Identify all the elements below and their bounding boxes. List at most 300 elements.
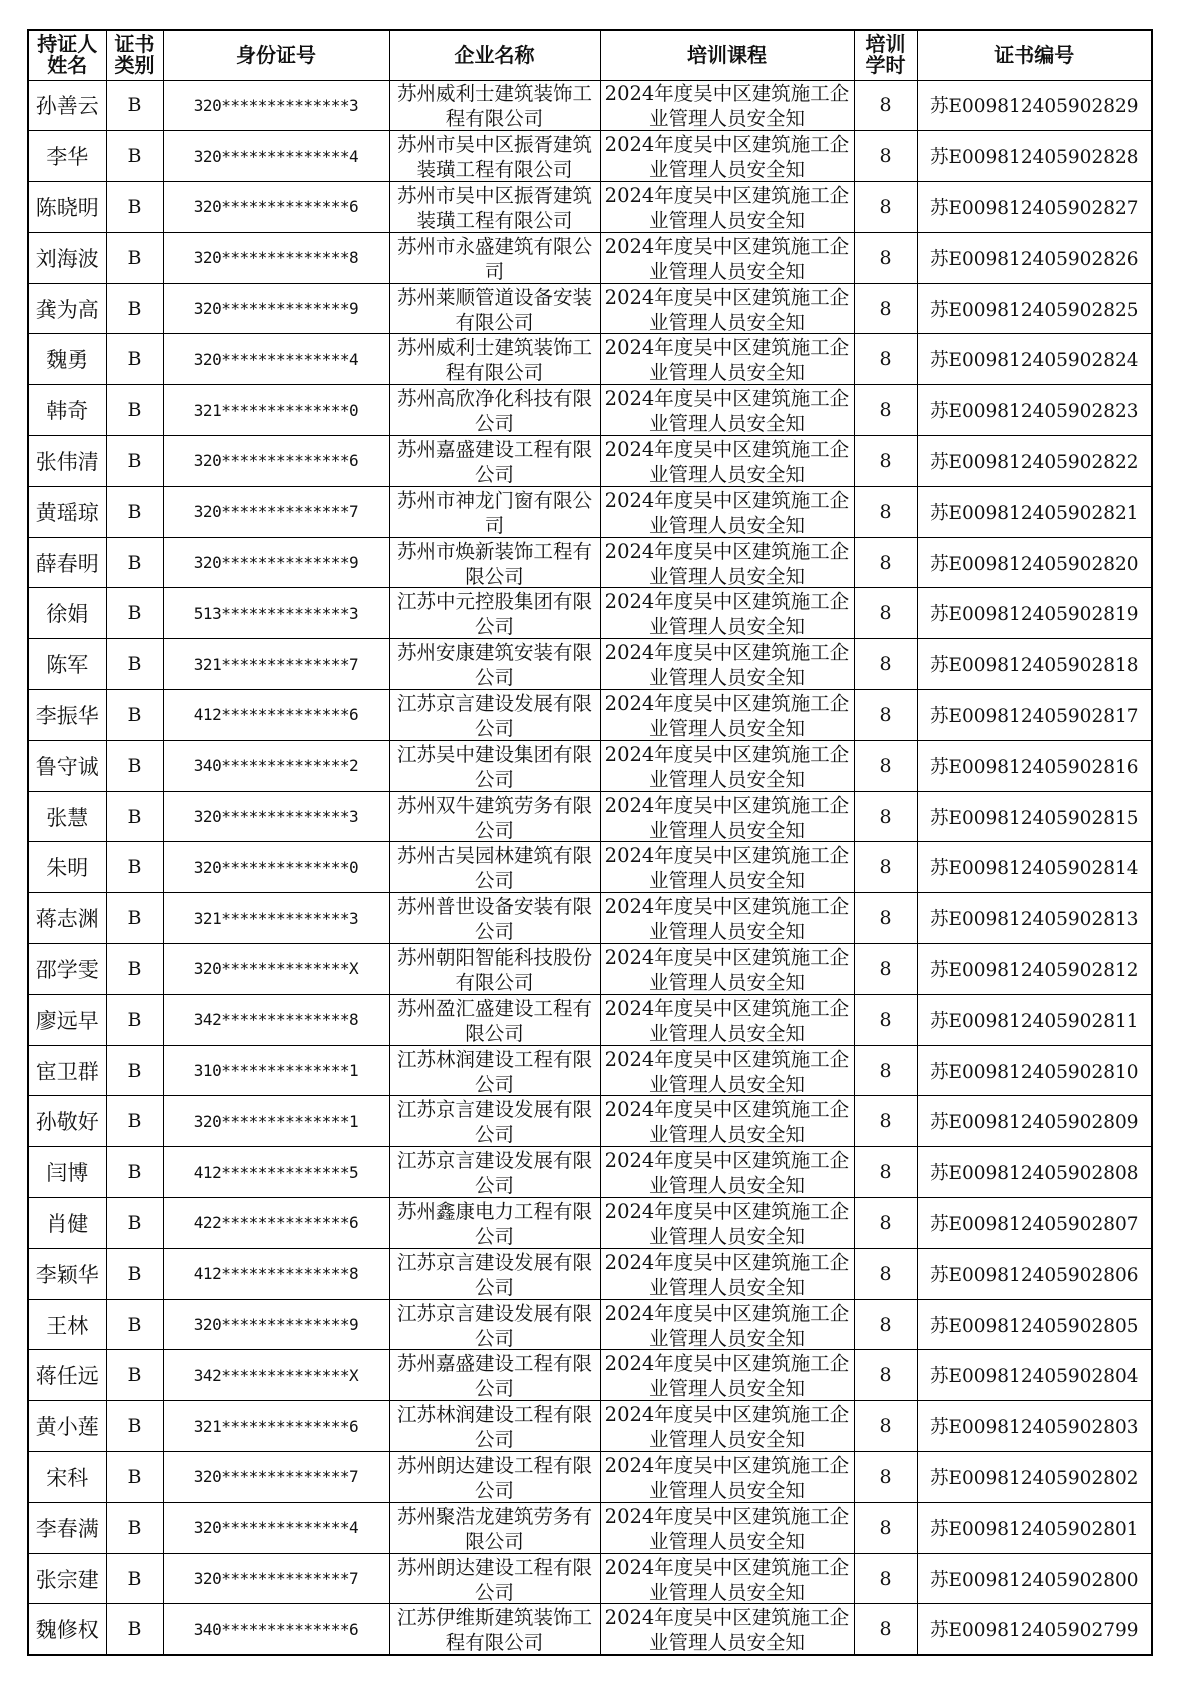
holder-name-cell: 薛春明	[28, 537, 106, 588]
table-row	[28, 232, 1152, 283]
company-cell-text: 苏州朝阳智能科技股份有限公司	[396, 945, 592, 993]
company-cell-text: 苏州威利士建筑装饰工程有限公司	[396, 336, 592, 384]
cert-number-cell: 苏E009812405902812	[917, 944, 1152, 995]
hours-cell: 8	[854, 537, 917, 588]
id-number-cell: 320**************3	[163, 791, 389, 842]
company-cell-text: 苏州市焕新装饰工程有限公司	[396, 539, 592, 587]
table-row	[28, 537, 1152, 588]
hours-cell: 8	[854, 283, 917, 334]
holder-name-cell: 李华	[28, 131, 106, 182]
cert-number-cell: 苏E009812405902803	[917, 1401, 1152, 1452]
id-number-cell: 321**************3	[163, 893, 389, 944]
id-number-cell: 422**************6	[163, 1198, 389, 1249]
course-cell-text: 2024年度吴中区建筑施工企业管理人员安全知	[604, 1047, 850, 1095]
table-row	[28, 385, 1152, 436]
course-cell-text: 2024年度吴中区建筑施工企业管理人员安全知	[604, 1098, 850, 1146]
cert-number-cell: 苏E009812405902826	[917, 232, 1152, 283]
course-cell-text: 2024年度吴中区建筑施工企业管理人员安全知	[604, 1453, 850, 1501]
course-cell	[600, 1502, 854, 1553]
hours-cell: 8	[854, 791, 917, 842]
company-cell	[389, 994, 600, 1045]
company-cell	[389, 1147, 600, 1198]
company-cell	[389, 1096, 600, 1147]
company-cell-text: 苏州安康建筑安装有限公司	[396, 641, 592, 689]
category-cell: B	[106, 1147, 163, 1198]
course-cell-text: 2024年度吴中区建筑施工企业管理人员安全知	[604, 387, 850, 435]
header-name	[28, 30, 106, 80]
holder-name-cell: 张伟清	[28, 436, 106, 487]
table-row	[28, 588, 1152, 639]
course-cell	[600, 690, 854, 741]
table-row	[28, 1248, 1152, 1299]
company-cell-text: 苏州市吴中区振胥建筑装璜工程有限公司	[396, 133, 592, 181]
company-cell	[389, 182, 600, 233]
category-cell: B	[106, 80, 163, 131]
id-number-cell: 320**************7	[163, 1553, 389, 1604]
cert-number-cell: 苏E009812405902819	[917, 588, 1152, 639]
course-cell-text: 2024年度吴中区建筑施工企业管理人员安全知	[604, 793, 850, 841]
holder-name-cell: 李振华	[28, 690, 106, 741]
hours-cell: 8	[854, 994, 917, 1045]
cert-number-cell: 苏E009812405902811	[917, 994, 1152, 1045]
category-cell: B	[106, 588, 163, 639]
course-cell	[600, 283, 854, 334]
id-number-cell: 320**************7	[163, 1452, 389, 1503]
course-cell-text: 2024年度吴中区建筑施工企业管理人员安全知	[604, 1199, 850, 1247]
hours-cell: 8	[854, 1096, 917, 1147]
holder-name-cell: 朱明	[28, 842, 106, 893]
cert-number-cell: 苏E009812405902808	[917, 1147, 1152, 1198]
header-name-line2: 姓名	[47, 53, 88, 78]
course-cell	[600, 791, 854, 842]
course-cell	[600, 182, 854, 233]
company-cell-text: 苏州市永盛建筑有限公司	[396, 234, 592, 282]
course-cell	[600, 80, 854, 131]
hours-cell: 8	[854, 740, 917, 791]
course-cell-text: 2024年度吴中区建筑施工企业管理人员安全知	[604, 1149, 850, 1197]
company-cell	[389, 893, 600, 944]
hours-cell: 8	[854, 1045, 917, 1096]
course-cell-text: 2024年度吴中区建筑施工企业管理人员安全知	[604, 285, 850, 333]
course-cell	[600, 1604, 854, 1655]
course-cell-text: 2024年度吴中区建筑施工企业管理人员安全知	[604, 1250, 850, 1298]
header-hours-line2: 学时	[865, 53, 906, 78]
category-cell: B	[106, 1045, 163, 1096]
id-number-cell: 342**************X	[163, 1350, 389, 1401]
course-cell	[600, 1248, 854, 1299]
id-number-cell: 321**************7	[163, 639, 389, 690]
hours-cell: 8	[854, 588, 917, 639]
category-cell: B	[106, 1299, 163, 1350]
category-cell: B	[106, 1198, 163, 1249]
header-category-line2: 类别	[114, 53, 155, 78]
table-row	[28, 1553, 1152, 1604]
company-cell-text: 苏州高欣净化科技有限公司	[396, 387, 592, 435]
category-cell: B	[106, 436, 163, 487]
hours-cell: 8	[854, 80, 917, 131]
table-row	[28, 944, 1152, 995]
hours-cell: 8	[854, 385, 917, 436]
id-number-cell: 342**************8	[163, 994, 389, 1045]
id-number-cell: 320**************9	[163, 283, 389, 334]
company-cell	[389, 385, 600, 436]
holder-name-cell: 黄小莲	[28, 1401, 106, 1452]
hours-cell: 8	[854, 1248, 917, 1299]
id-number-cell: 412**************6	[163, 690, 389, 741]
hours-cell: 8	[854, 1604, 917, 1655]
header-course: 培训课程	[600, 30, 854, 80]
course-cell	[600, 486, 854, 537]
course-cell-text: 2024年度吴中区建筑施工企业管理人员安全知	[604, 742, 850, 790]
holder-name-cell: 王林	[28, 1299, 106, 1350]
course-cell-text: 2024年度吴中区建筑施工企业管理人员安全知	[604, 488, 850, 536]
course-cell	[600, 334, 854, 385]
cert-number-cell: 苏E009812405902806	[917, 1248, 1152, 1299]
course-cell	[600, 1452, 854, 1503]
cert-number-cell: 苏E009812405902801	[917, 1502, 1152, 1553]
company-cell	[389, 436, 600, 487]
course-cell	[600, 385, 854, 436]
category-cell: B	[106, 994, 163, 1045]
id-number-cell: 320**************1	[163, 1096, 389, 1147]
company-cell-text: 江苏吴中建设集团有限公司	[396, 742, 592, 790]
holder-name-cell: 魏修权	[28, 1604, 106, 1655]
company-cell	[389, 1299, 600, 1350]
id-number-cell: 320**************X	[163, 944, 389, 995]
category-cell: B	[106, 385, 163, 436]
header-hours	[854, 30, 917, 80]
course-cell-text: 2024年度吴中区建筑施工企业管理人员安全知	[604, 590, 850, 638]
holder-name-cell: 徐娟	[28, 588, 106, 639]
company-cell-text: 江苏林润建设工程有限公司	[396, 1403, 592, 1451]
holder-name-cell: 闫博	[28, 1147, 106, 1198]
company-cell	[389, 944, 600, 995]
company-cell	[389, 1553, 600, 1604]
company-cell	[389, 537, 600, 588]
table-row	[28, 1604, 1152, 1655]
holder-name-cell: 陈军	[28, 639, 106, 690]
hours-cell: 8	[854, 944, 917, 995]
table-row	[28, 1147, 1152, 1198]
table-row	[28, 1096, 1152, 1147]
company-cell-text: 苏州嘉盛建设工程有限公司	[396, 437, 592, 485]
company-cell	[389, 740, 600, 791]
holder-name-cell: 宋科	[28, 1452, 106, 1503]
course-cell	[600, 994, 854, 1045]
id-number-cell: 412**************5	[163, 1147, 389, 1198]
course-cell	[600, 232, 854, 283]
course-cell	[600, 537, 854, 588]
hours-cell: 8	[854, 1147, 917, 1198]
cert-number-cell: 苏E009812405902827	[917, 182, 1152, 233]
course-cell	[600, 1350, 854, 1401]
holder-name-cell: 鲁守诚	[28, 740, 106, 791]
hours-cell: 8	[854, 1350, 917, 1401]
holder-name-cell: 肖健	[28, 1198, 106, 1249]
course-cell	[600, 639, 854, 690]
holder-name-cell: 黄瑶琼	[28, 486, 106, 537]
company-cell-text: 江苏中元控股集团有限公司	[396, 590, 592, 638]
holder-name-cell: 宦卫群	[28, 1045, 106, 1096]
table-row	[28, 131, 1152, 182]
id-number-cell: 320**************8	[163, 232, 389, 283]
header-category	[106, 30, 163, 80]
cert-number-cell: 苏E009812405902810	[917, 1045, 1152, 1096]
course-cell	[600, 1045, 854, 1096]
cert-number-cell: 苏E009812405902825	[917, 283, 1152, 334]
id-number-cell: 321**************6	[163, 1401, 389, 1452]
company-cell	[389, 80, 600, 131]
category-cell: B	[106, 182, 163, 233]
hours-cell: 8	[854, 232, 917, 283]
course-cell-text: 2024年度吴中区建筑施工企业管理人员安全知	[604, 691, 850, 739]
category-cell: B	[106, 1502, 163, 1553]
hours-cell: 8	[854, 182, 917, 233]
category-cell: B	[106, 537, 163, 588]
course-cell	[600, 1147, 854, 1198]
holder-name-cell: 孙敬好	[28, 1096, 106, 1147]
id-number-cell: 310**************1	[163, 1045, 389, 1096]
course-cell-text: 2024年度吴中区建筑施工企业管理人员安全知	[604, 336, 850, 384]
company-cell-text: 苏州聚浩龙建筑劳务有限公司	[396, 1504, 592, 1552]
course-cell	[600, 436, 854, 487]
cert-number-cell: 苏E009812405902805	[917, 1299, 1152, 1350]
course-cell-text: 2024年度吴中区建筑施工企业管理人员安全知	[604, 82, 850, 130]
holder-name-cell: 魏勇	[28, 334, 106, 385]
course-cell-text: 2024年度吴中区建筑施工企业管理人员安全知	[604, 234, 850, 282]
hours-cell: 8	[854, 334, 917, 385]
company-cell-text: 江苏京言建设发展有限公司	[396, 1250, 592, 1298]
table-header	[28, 30, 1152, 80]
holder-name-cell: 李颖华	[28, 1248, 106, 1299]
holder-name-cell: 龚为高	[28, 283, 106, 334]
table-row	[28, 842, 1152, 893]
course-cell	[600, 893, 854, 944]
holder-name-cell: 韩奇	[28, 385, 106, 436]
company-cell	[389, 842, 600, 893]
company-cell	[389, 1198, 600, 1249]
table-row	[28, 80, 1152, 131]
company-cell	[389, 1502, 600, 1553]
holder-name-cell: 张宗建	[28, 1553, 106, 1604]
course-cell-text: 2024年度吴中区建筑施工企业管理人员安全知	[604, 641, 850, 689]
category-cell: B	[106, 639, 163, 690]
hours-cell: 8	[854, 1198, 917, 1249]
course-cell-text: 2024年度吴中区建筑施工企业管理人员安全知	[604, 539, 850, 587]
hours-cell: 8	[854, 1401, 917, 1452]
category-cell: B	[106, 1401, 163, 1452]
company-cell-text: 苏州朗达建设工程有限公司	[396, 1555, 592, 1603]
table-row	[28, 1452, 1152, 1503]
id-number-cell: 340**************6	[163, 1604, 389, 1655]
course-cell-text: 2024年度吴中区建筑施工企业管理人员安全知	[604, 1301, 850, 1349]
id-number-cell: 340**************2	[163, 740, 389, 791]
category-cell: B	[106, 1248, 163, 1299]
cert-number-cell: 苏E009812405902802	[917, 1452, 1152, 1503]
course-cell-text: 2024年度吴中区建筑施工企业管理人员安全知	[604, 1504, 850, 1552]
cert-number-cell: 苏E009812405902820	[917, 537, 1152, 588]
course-cell	[600, 588, 854, 639]
company-cell-text: 苏州市神龙门窗有限公司	[396, 488, 592, 536]
category-cell: B	[106, 1096, 163, 1147]
company-cell-text: 江苏林润建设工程有限公司	[396, 1047, 592, 1095]
cert-number-cell: 苏E009812405902823	[917, 385, 1152, 436]
hours-cell: 8	[854, 1299, 917, 1350]
category-cell: B	[106, 791, 163, 842]
cert-number-cell: 苏E009812405902815	[917, 791, 1152, 842]
header-row	[28, 30, 1152, 80]
cert-number-cell: 苏E009812405902813	[917, 893, 1152, 944]
table-row	[28, 791, 1152, 842]
company-cell-text: 苏州双牛建筑劳务有限公司	[396, 793, 592, 841]
header-hours-line1: 培训	[865, 32, 906, 57]
header-id-number: 身份证号	[163, 30, 389, 80]
hours-cell: 8	[854, 486, 917, 537]
category-cell: B	[106, 131, 163, 182]
table-row	[28, 690, 1152, 741]
company-cell	[389, 1452, 600, 1503]
course-cell-text: 2024年度吴中区建筑施工企业管理人员安全知	[604, 1352, 850, 1400]
course-cell-text: 2024年度吴中区建筑施工企业管理人员安全知	[604, 844, 850, 892]
table-row	[28, 893, 1152, 944]
cert-number-cell: 苏E009812405902817	[917, 690, 1152, 741]
category-cell: B	[106, 740, 163, 791]
company-cell-text: 苏州朗达建设工程有限公司	[396, 1453, 592, 1501]
id-number-cell: 320**************6	[163, 182, 389, 233]
id-number-cell: 320**************0	[163, 842, 389, 893]
company-cell	[389, 334, 600, 385]
holder-name-cell: 刘海波	[28, 232, 106, 283]
table-row	[28, 1502, 1152, 1553]
holder-name-cell: 陈晓明	[28, 182, 106, 233]
cert-number-cell: 苏E009812405902821	[917, 486, 1152, 537]
course-cell	[600, 1553, 854, 1604]
company-cell-text: 江苏京言建设发展有限公司	[396, 1098, 592, 1146]
company-cell	[389, 588, 600, 639]
table-row	[28, 1198, 1152, 1249]
cert-number-cell: 苏E009812405902818	[917, 639, 1152, 690]
course-cell-text: 2024年度吴中区建筑施工企业管理人员安全知	[604, 1555, 850, 1603]
id-number-cell: 320**************9	[163, 537, 389, 588]
company-cell	[389, 690, 600, 741]
company-cell	[389, 283, 600, 334]
course-cell-text: 2024年度吴中区建筑施工企业管理人员安全知	[604, 945, 850, 993]
table-row	[28, 1350, 1152, 1401]
hours-cell: 8	[854, 436, 917, 487]
cert-number-cell: 苏E009812405902800	[917, 1553, 1152, 1604]
course-cell-text: 2024年度吴中区建筑施工企业管理人员安全知	[604, 133, 850, 181]
course-cell-text: 2024年度吴中区建筑施工企业管理人员安全知	[604, 437, 850, 485]
category-cell: B	[106, 1350, 163, 1401]
header-category-line1: 证书	[114, 32, 155, 57]
holder-name-cell: 蒋志渊	[28, 893, 106, 944]
table-row	[28, 1401, 1152, 1452]
id-number-cell: 321**************0	[163, 385, 389, 436]
hours-cell: 8	[854, 131, 917, 182]
company-cell	[389, 639, 600, 690]
hours-cell: 8	[854, 1452, 917, 1503]
company-cell-text: 苏州古吴园林建筑有限公司	[396, 844, 592, 892]
category-cell: B	[106, 334, 163, 385]
course-cell-text: 2024年度吴中区建筑施工企业管理人员安全知	[604, 183, 850, 231]
cert-number-cell: 苏E009812405902809	[917, 1096, 1152, 1147]
id-number-cell: 320**************4	[163, 334, 389, 385]
table-row	[28, 740, 1152, 791]
holder-name-cell: 李春满	[28, 1502, 106, 1553]
table-row	[28, 1045, 1152, 1096]
company-cell-text: 江苏京言建设发展有限公司	[396, 1301, 592, 1349]
hours-cell: 8	[854, 690, 917, 741]
id-number-cell: 320**************9	[163, 1299, 389, 1350]
id-number-cell: 320**************4	[163, 1502, 389, 1553]
cert-number-cell: 苏E009812405902814	[917, 842, 1152, 893]
table-row	[28, 486, 1152, 537]
cert-number-cell: 苏E009812405902824	[917, 334, 1152, 385]
company-cell-text: 苏州市吴中区振胥建筑装璜工程有限公司	[396, 183, 592, 231]
table-row	[28, 1299, 1152, 1350]
category-cell: B	[106, 1604, 163, 1655]
company-cell	[389, 1401, 600, 1452]
company-cell-text: 苏州普世设备安装有限公司	[396, 895, 592, 943]
holder-name-cell: 蒋任远	[28, 1350, 106, 1401]
course-cell-text: 2024年度吴中区建筑施工企业管理人员安全知	[604, 1606, 850, 1654]
cert-number-cell: 苏E009812405902822	[917, 436, 1152, 487]
course-cell	[600, 1401, 854, 1452]
category-cell: B	[106, 232, 163, 283]
course-cell	[600, 1299, 854, 1350]
category-cell: B	[106, 690, 163, 741]
cert-number-cell: 苏E009812405902804	[917, 1350, 1152, 1401]
cert-number-cell: 苏E009812405902816	[917, 740, 1152, 791]
company-cell-text: 苏州嘉盛建设工程有限公司	[396, 1352, 592, 1400]
table-row	[28, 436, 1152, 487]
course-cell-text: 2024年度吴中区建筑施工企业管理人员安全知	[604, 895, 850, 943]
id-number-cell: 320**************6	[163, 436, 389, 487]
company-cell	[389, 1350, 600, 1401]
cert-number-cell: 苏E009812405902807	[917, 1198, 1152, 1249]
company-cell-text: 江苏伊维斯建筑装饰工程有限公司	[396, 1606, 592, 1654]
company-cell-text: 苏州威利士建筑装饰工程有限公司	[396, 82, 592, 130]
header-company: 企业名称	[389, 30, 600, 80]
cert-number-cell: 苏E009812405902799	[917, 1604, 1152, 1655]
header-name-line1: 持证人	[37, 32, 98, 57]
holder-name-cell: 廖远早	[28, 994, 106, 1045]
company-cell-text: 江苏京言建设发展有限公司	[396, 691, 592, 739]
course-cell	[600, 1096, 854, 1147]
certificate-table	[27, 29, 1153, 1656]
cert-number-cell: 苏E009812405902829	[917, 80, 1152, 131]
course-cell	[600, 1198, 854, 1249]
company-cell	[389, 131, 600, 182]
table-row	[28, 182, 1152, 233]
category-cell: B	[106, 944, 163, 995]
hours-cell: 8	[854, 842, 917, 893]
course-cell	[600, 131, 854, 182]
company-cell-text: 江苏京言建设发展有限公司	[396, 1149, 592, 1197]
header-cert-no: 证书编号	[917, 30, 1152, 80]
id-number-cell: 412**************8	[163, 1248, 389, 1299]
company-cell	[389, 791, 600, 842]
course-cell	[600, 944, 854, 995]
id-number-cell: 320**************4	[163, 131, 389, 182]
company-cell	[389, 1045, 600, 1096]
company-cell-text: 苏州鑫康电力工程有限公司	[396, 1199, 592, 1247]
table-row	[28, 994, 1152, 1045]
course-cell-text: 2024年度吴中区建筑施工企业管理人员安全知	[604, 996, 850, 1044]
table-body	[28, 80, 1152, 1655]
table-row	[28, 639, 1152, 690]
category-cell: B	[106, 1553, 163, 1604]
